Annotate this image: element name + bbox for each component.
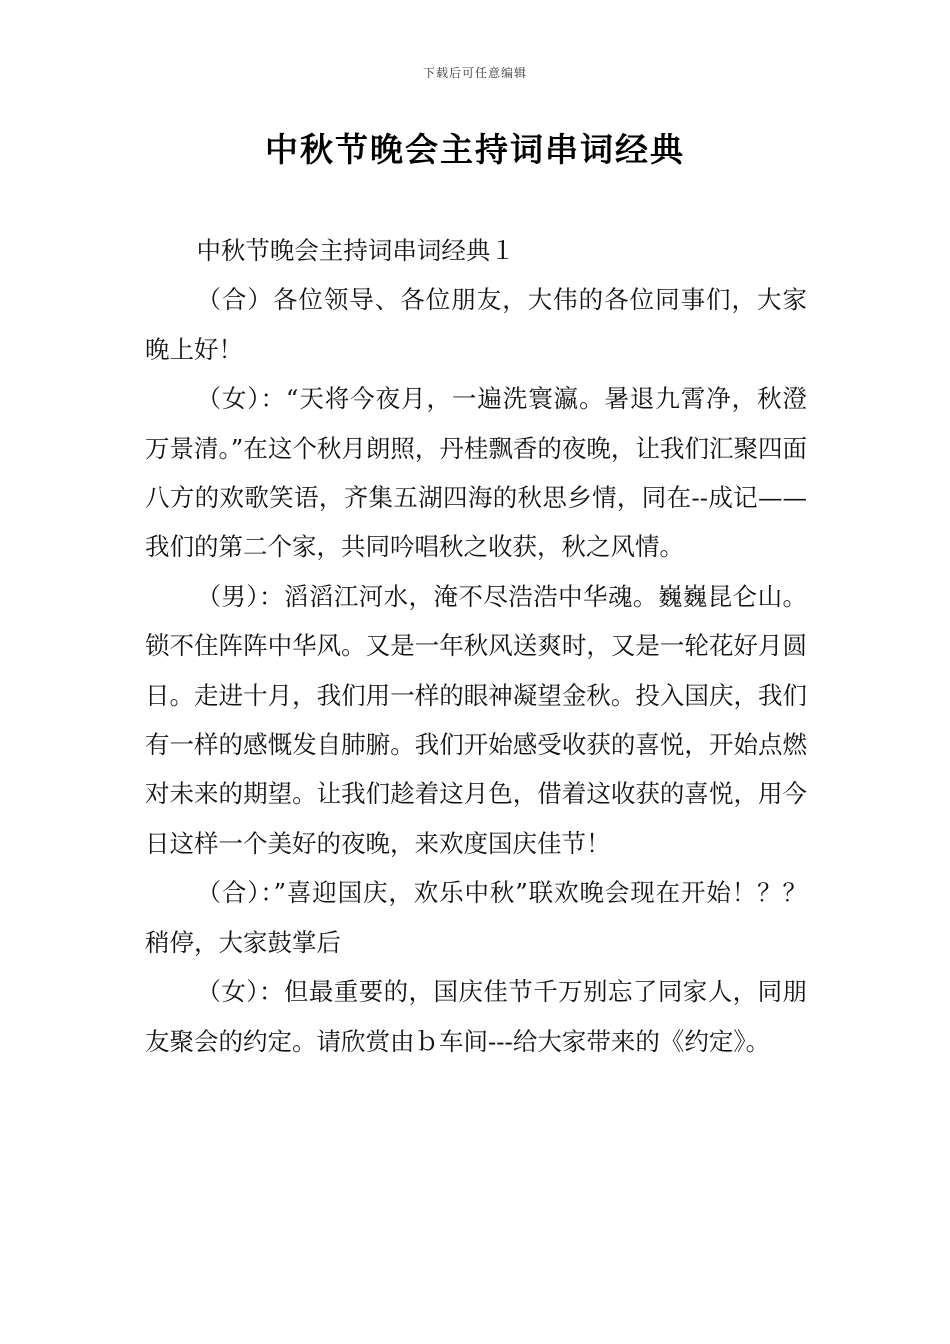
header-note: 下载后可任意编辑 <box>422 66 527 80</box>
document-title: 中秋节晚会主持词串词经典 <box>265 130 685 169</box>
paragraph: （男）：滔滔江河水，淹不尽浩浩中华魂。巍巍昆仑山。锁不住阵阵中华风。又是一年秋风送爽时，又是一轮花好月圆日。走进十月，我们用一样的眼神凝望金秋。投入国庆，我们有一样的感慨发自肺腑。我们开始感受收获的喜悦，开始点燃对未来的期望。让我们趁着这月色，借着这收获的喜悦，用今日这样一个美好的夜晚，来欢度国庆佳节！ <box>145 581 807 858</box>
document-body <box>145 226 807 1066</box>
paragraph: （女）：“天将今夜月，一遍洗寰瀛。暑退九霄净，秋澄万景清。”在这个秋月朗照，丹桂飘香的夜晚，让我们汇聚四面八方的欢歌笑语，齐集五湖四海的秋思乡情，同在--成记——我们的第二个家，共同吟唱秋之收获，秋之风情。 <box>145 384 807 562</box>
paragraph: （女）：但最重要的，国庆佳节千万别忘了同家人，同朋友聚会的约定。请欣赏由ｂ车间---给大家带来的《约定》。 <box>145 977 807 1056</box>
paragraph: （合）：”喜迎国庆，欢乐中秋”联欢晚会现在开始！？？稍停，大家鼓掌后 <box>145 878 807 957</box>
paragraph: （合）各位领导、各位朋友，大伟的各位同事们，大家晚上好！ <box>145 285 807 364</box>
paragraph-subtitle: 中秋节晚会主持词串词经典１ <box>196 236 515 265</box>
